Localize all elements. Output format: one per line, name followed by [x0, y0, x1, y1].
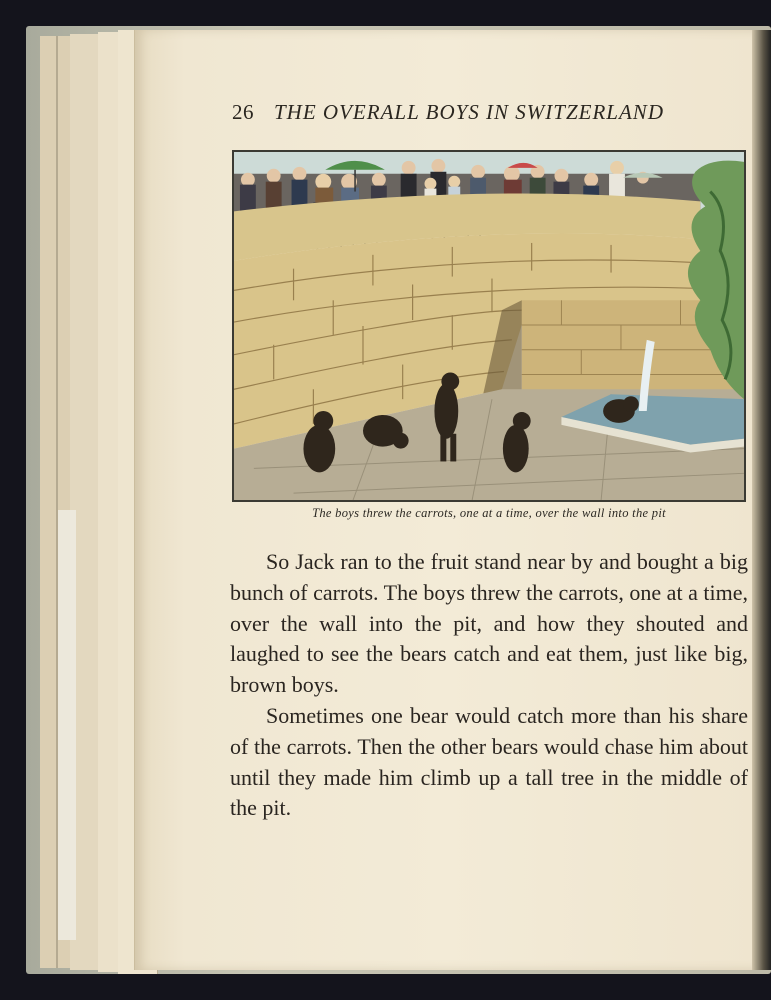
- bear-pit-illustration: [232, 150, 746, 502]
- paragraph-2: Sometimes one bear would catch more than his share of the carrots. Then the other bears would chase him about until they made him climb up a tall tree in the middle of the pit.: [230, 702, 748, 821]
- running-title: THE OVERALL BOYS IN SWITZERLAND: [274, 100, 664, 124]
- page-number: 26: [232, 100, 254, 124]
- spine-endpaper: [58, 510, 76, 940]
- paragraph-1: So Jack ran to the fruit stand near by and bought a big bunch of carrots. The boys threw the carrots, one at a time, over the wall into the pit, and how they shouted and laughed to see the bears catch and eat them, just like big, brown boys.: [230, 549, 748, 698]
- page-gutter: [752, 30, 771, 970]
- body-text: [230, 547, 748, 824]
- illustration-caption: The boys threw the carrots, one at a time, over the wall into the pit: [312, 506, 666, 520]
- running-header: [232, 100, 722, 132]
